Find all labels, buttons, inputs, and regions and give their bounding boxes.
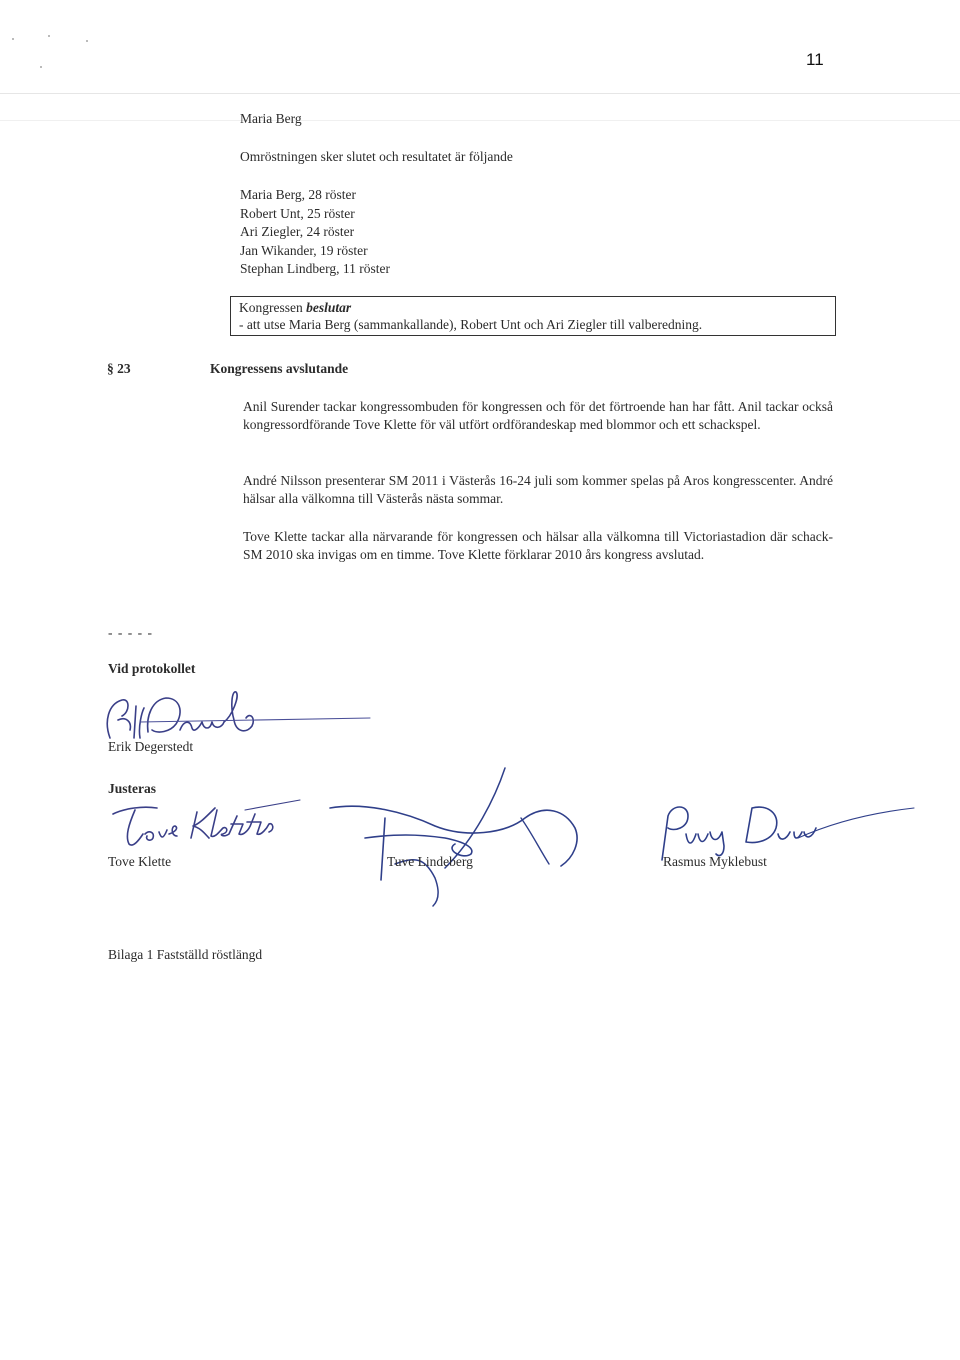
attachment-note: Bilaga 1 Fastställd röstlängd	[108, 947, 263, 962]
scan-dot	[86, 40, 88, 42]
section-paragraph: Anil Surender tackar kongressombuden för kongressen och för det förtroende han har fått. Anil tackar också kongressordförande Tove Klette för väl utfört ordförandeskap med blommor och ett schackspel.	[243, 399, 833, 432]
separator: - - - - -	[108, 625, 153, 640]
decision-keyword: beslutar	[306, 300, 352, 315]
decision-box	[230, 296, 836, 336]
vote-result-item: Robert Unt, 25 röster	[240, 205, 355, 221]
signature-tove-klette	[105, 798, 305, 858]
section-number: § 23	[107, 361, 131, 376]
runoff-intro: Omröstningen sker slutet och resultatet är följande	[240, 149, 513, 164]
page-number: 11	[806, 50, 824, 69]
elected-name: Maria Berg	[240, 111, 302, 126]
vote-result-item: Ari Ziegler, 24 röster	[240, 224, 355, 239]
section-title: Kongressens avslutande	[210, 361, 349, 376]
adjuster-name-tove-klette: Tove Klette	[108, 854, 172, 869]
scan-dot	[12, 38, 14, 40]
scan-dot	[40, 66, 42, 68]
vote-result-item: Stephan Lindberg, 11 röster	[240, 261, 390, 276]
adjuster-name-rasmus-myklebust: Rasmus Myklebust	[663, 854, 767, 869]
protocol-heading: Vid protokollet	[108, 661, 196, 676]
scan-line	[0, 120, 960, 121]
adjusters-heading: Justeras	[108, 781, 156, 796]
decision-prefix: Kongressen	[239, 300, 307, 315]
decision-text: - att utse Maria Berg (sammankallande), Robert Unt och Ari Ziegler till valberedning.	[239, 317, 703, 332]
scan-line	[0, 93, 960, 94]
protocol-signer: Erik Degerstedt	[108, 739, 194, 754]
decision-heading	[239, 299, 827, 316]
scan-dot	[48, 35, 50, 37]
signature-tuve-lindeberg	[325, 768, 605, 908]
section-paragraph: Tove Klette tackar alla närvarande för kongressen och hälsar alla välkomna till Victoriastadion där schack-SM 2010 ska invigas om en timme. Tove Klette förklarar 2010 års kongress avslutad.	[243, 529, 833, 562]
vote-result-item: Maria Berg, 28 röster	[240, 187, 356, 202]
vote-results	[240, 186, 390, 279]
adjuster-name-tuve-lindeberg: Tuve Lindeberg	[387, 854, 473, 869]
vote-result-item: Jan Wikander, 19 röster	[240, 242, 368, 258]
section-paragraph: André Nilsson presenterar SM 2011 i Västerås 16-24 juli som kommer spelas på Aros kongresscenter. André hälsar alla välkomna till Västerås nästa sommar.	[243, 473, 833, 506]
